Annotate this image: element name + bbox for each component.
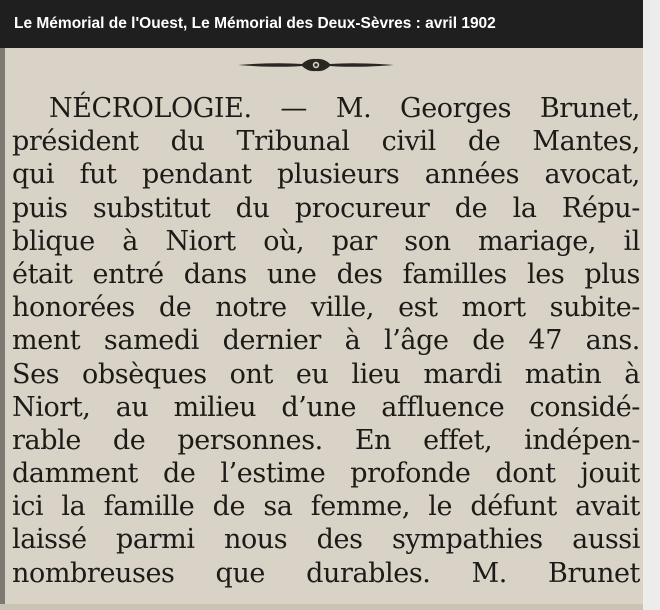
article-line: rable de personnes. En effet, indépen- — [12, 424, 640, 456]
ornament-divider-icon — [236, 54, 396, 76]
article-line: ment samedi dernier à l’âge de 47 ans. — [12, 325, 640, 357]
article-line: Niort, au milieu d’une affluence considé- — [12, 391, 640, 423]
obituary-article — [12, 92, 640, 590]
article-line: blique à Niort où, par son mariage, il — [12, 225, 640, 257]
page-title: Le Mémorial de l'Ouest, Le Mémorial des Deux-Sèvres : avril 1902 — [0, 0, 643, 48]
article-line: président du Tribunal civil de Mantes, — [12, 126, 640, 158]
article-line: NÉCROLOGIE. — M. Georges Brunet, — [49, 93, 640, 124]
article-line: était entré dans une des familles les plus — [12, 258, 640, 290]
article-line: nombreuses que durables. M. Brunet — [12, 557, 640, 589]
article-line: ici la famille de sa femme, le défunt avait — [12, 491, 640, 523]
article-line: honorées de notre ville, est mort subite- — [12, 292, 640, 324]
right-margin — [643, 0, 660, 610]
article-line: damment de l’estime profonde dont jouit — [12, 458, 640, 490]
newspaper-clipping — [0, 48, 643, 610]
article-line: qui fut pendant plusieurs années avocat, — [12, 159, 640, 191]
article-line: laissé parmi nous des sympathies aussi — [12, 524, 640, 556]
article-line: puis substitut du procureur de la Répu- — [12, 192, 640, 224]
scan-edge-shadow — [0, 48, 5, 610]
clipping-bottom-edge — [0, 604, 643, 610]
article-line: Ses obsèques ont eu lieu mardi matin à — [12, 358, 640, 390]
